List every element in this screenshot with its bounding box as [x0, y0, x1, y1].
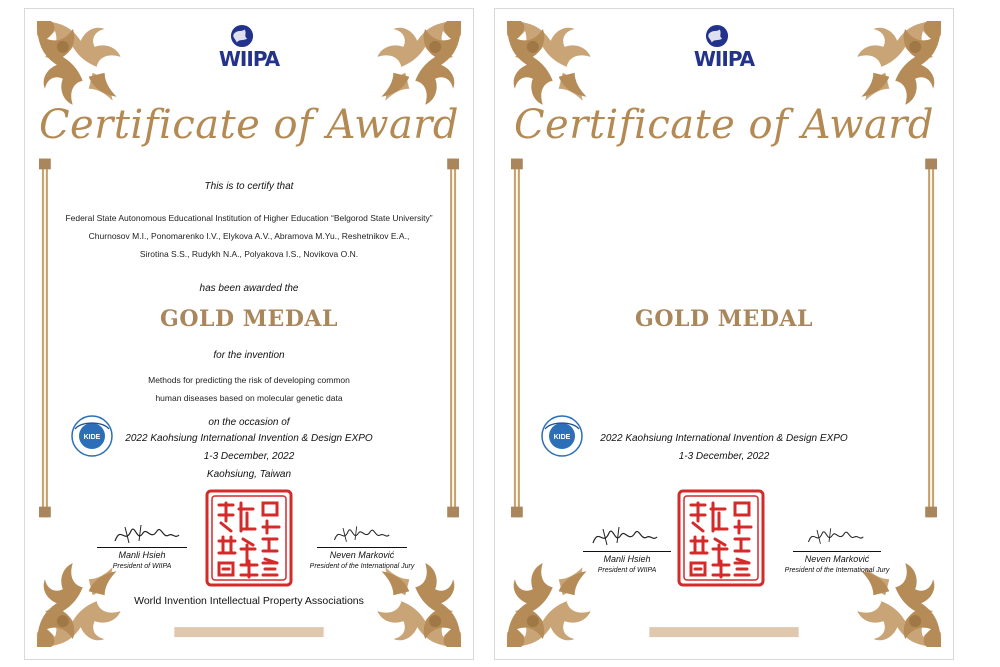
logo-text: WIIPA — [693, 47, 755, 71]
invention-line: Methods for predicting the risk of developing common — [148, 375, 350, 385]
signature-line — [793, 551, 881, 552]
red-seal-stamp — [205, 489, 293, 587]
globe-icon — [229, 23, 255, 49]
logo-text: WIIPA — [218, 47, 280, 71]
event-dates: 1-3 December, 2022 — [678, 451, 770, 462]
globe-icon — [704, 23, 730, 49]
signature-line — [317, 547, 407, 548]
signature-markovic — [331, 521, 391, 547]
signer2-name: Neven Marković — [804, 554, 870, 564]
certificate-simple — [494, 8, 954, 660]
signer1-role: President of WIIPA — [112, 563, 172, 570]
signature-line — [97, 547, 187, 548]
wiipa-logo — [682, 23, 766, 69]
signer1-name: Manli Hsieh — [118, 550, 166, 560]
occasion-label: on the occasion of — [208, 417, 290, 428]
invention-line: human diseases based on molecular genetic data — [155, 393, 343, 403]
recipients-block — [25, 209, 473, 263]
medal-title: GOLD MEDAL — [160, 306, 338, 332]
awarded-line: has been awarded the — [199, 283, 299, 294]
recipient-line: Churnosov M.I., Ponomarenko I.V., Elykova A.V., Abramova M.Yu., Reshetnikov E.A., — [88, 231, 410, 241]
event-location: Kaohsiung, Taiwan — [206, 469, 292, 480]
signature-hsieh — [589, 523, 659, 549]
signer1-name: Manli Hsieh — [603, 554, 651, 564]
signature-markovic — [805, 523, 865, 549]
event-name: 2022 Kaohsiung International Invention & Design EXPO — [125, 433, 373, 444]
certificate-title: Certificate of Award — [513, 102, 935, 148]
event-dates: 1-3 December, 2022 — [203, 451, 295, 462]
signature-hsieh — [111, 521, 181, 547]
invention-title — [25, 371, 473, 407]
certificate-full — [24, 8, 474, 660]
signer2-role: President of the International Jury — [784, 567, 890, 574]
kide-badge-icon — [71, 415, 113, 457]
footer-organization: World Invention Intellectual Property Associations — [134, 595, 364, 607]
badge-label: KIDE — [553, 434, 571, 441]
signer2-role: President of the International Jury — [309, 563, 415, 570]
invention-label: for the invention — [213, 350, 285, 361]
badge-label: KIDE — [83, 434, 101, 441]
wiipa-logo — [207, 23, 291, 69]
certificate-title: Certificate of Award — [38, 102, 460, 148]
signature-line — [583, 551, 671, 552]
certify-line: This is to certify that — [204, 181, 294, 192]
event-name: 2022 Kaohsiung International Invention & Design EXPO — [600, 433, 848, 444]
medal-title: GOLD MEDAL — [635, 306, 813, 332]
red-seal-stamp — [677, 489, 765, 587]
recipient-line: Federal State Autonomous Educational Institution of Higher Education “Belgorod State University” — [65, 213, 433, 223]
signer1-role: President of WIIPA — [597, 567, 657, 574]
recipient-line: Sirotina S.S., Rudykh N.A., Polyakova I.S., Novikova O.N. — [139, 249, 359, 259]
kide-badge-icon — [541, 415, 583, 457]
signer2-name: Neven Marković — [329, 550, 395, 560]
